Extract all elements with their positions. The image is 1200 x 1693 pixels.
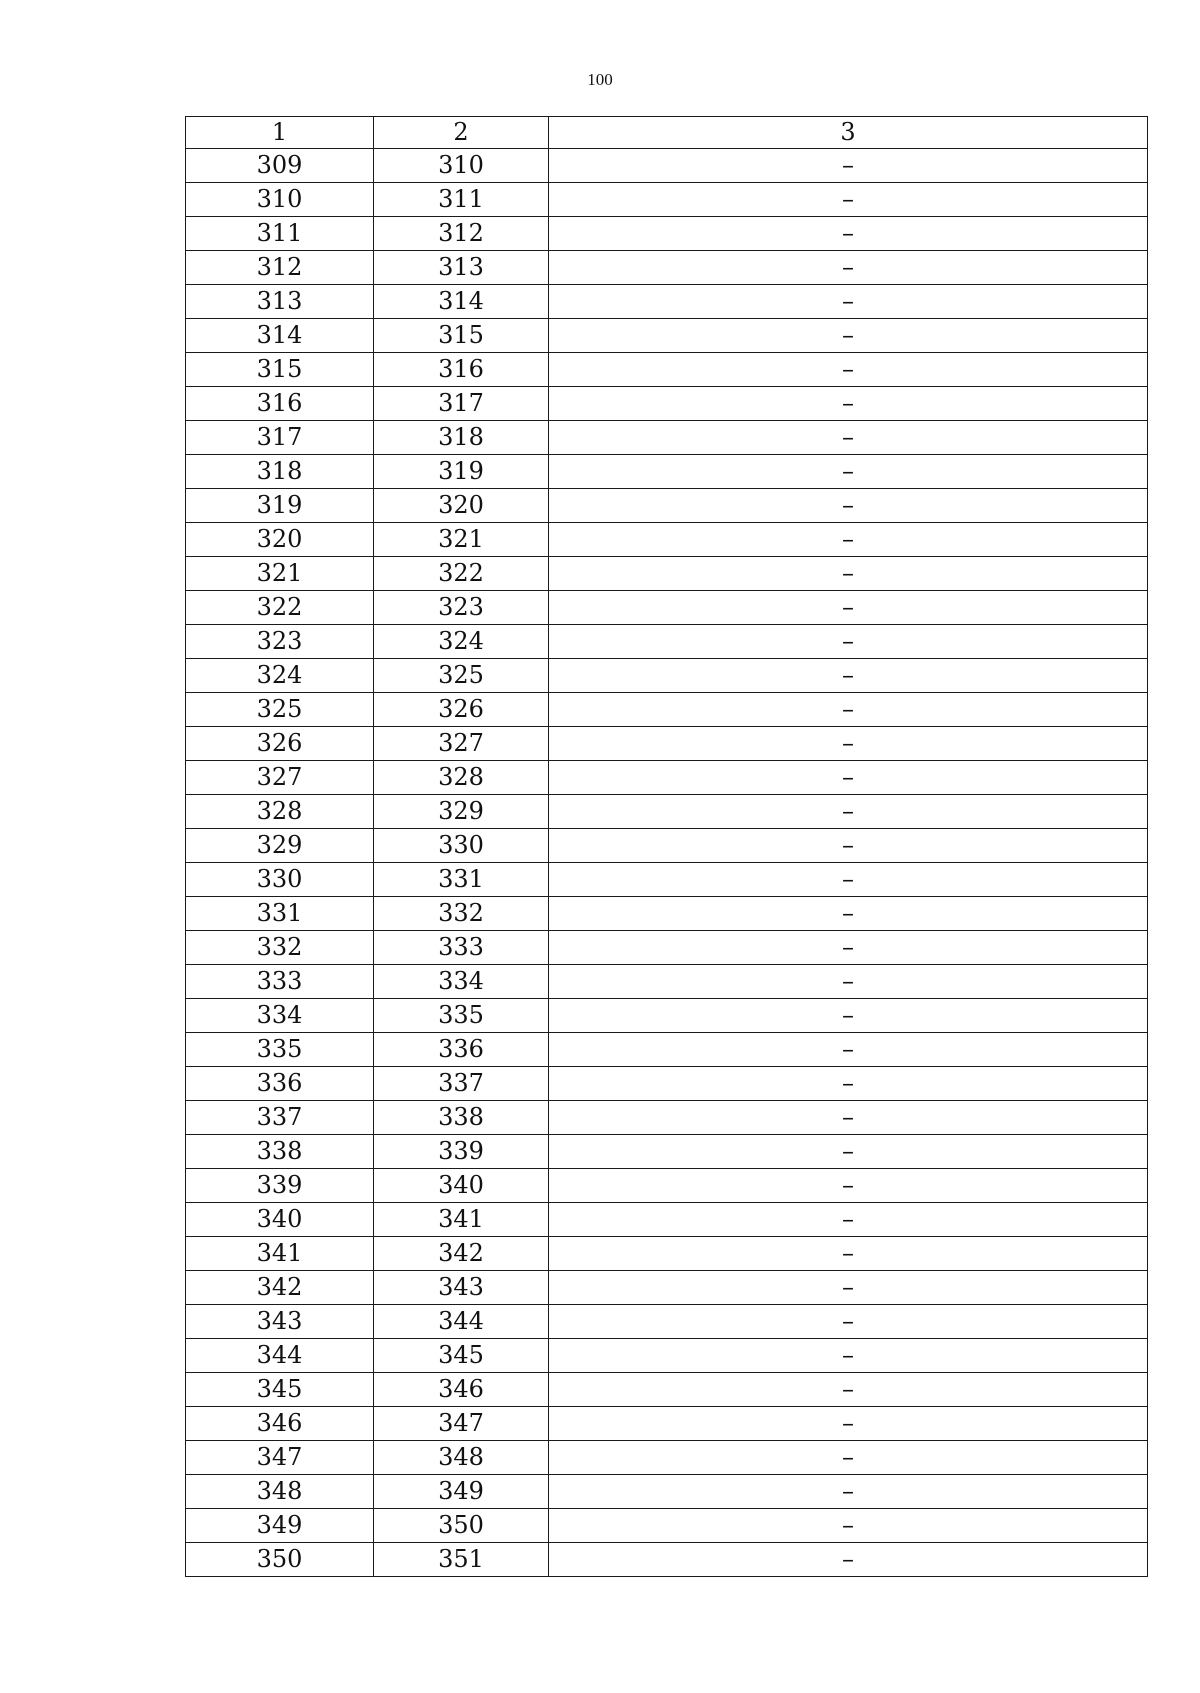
table-cell-col-3: –	[549, 149, 1148, 183]
table-cell-col-1: 336	[186, 1067, 374, 1101]
table-row	[186, 863, 1148, 897]
table-cell-col-1: 321	[186, 557, 374, 591]
table-cell-col-2: 347	[374, 1407, 549, 1441]
table-cell-col-2: 310	[374, 149, 549, 183]
table-cell-col-2: 315	[374, 319, 549, 353]
table-cell-col-2: 324	[374, 625, 549, 659]
table-cell-col-1: 340	[186, 1203, 374, 1237]
table-cell-col-2: 318	[374, 421, 549, 455]
table-row	[186, 1169, 1148, 1203]
table-cell-col-3: –	[549, 1373, 1148, 1407]
header-cell-2: 2	[374, 117, 549, 149]
table-row	[186, 149, 1148, 183]
table-cell-col-1: 324	[186, 659, 374, 693]
table-cell-col-2: 343	[374, 1271, 549, 1305]
table-row	[186, 421, 1148, 455]
table-cell-col-1: 334	[186, 999, 374, 1033]
table-cell-col-3: –	[549, 421, 1148, 455]
table-cell-col-3: –	[549, 829, 1148, 863]
table-cell-col-3: –	[549, 999, 1148, 1033]
table-cell-col-2: 350	[374, 1509, 549, 1543]
table-cell-col-2: 332	[374, 897, 549, 931]
table-cell-col-3: –	[549, 1475, 1148, 1509]
table-cell-col-2: 312	[374, 217, 549, 251]
table-cell-col-2: 348	[374, 1441, 549, 1475]
table-cell-col-3: –	[549, 897, 1148, 931]
table-cell-col-2: 340	[374, 1169, 549, 1203]
table-cell-col-1: 320	[186, 523, 374, 557]
table-cell-col-1: 333	[186, 965, 374, 999]
table-cell-col-1: 339	[186, 1169, 374, 1203]
table-row	[186, 217, 1148, 251]
table-cell-col-3: –	[549, 1203, 1148, 1237]
table-cell-col-2: 334	[374, 965, 549, 999]
table-cell-col-3: –	[549, 489, 1148, 523]
table-cell-col-3: –	[549, 1543, 1148, 1577]
table-cell-col-1: 344	[186, 1339, 374, 1373]
table-cell-col-2: 317	[374, 387, 549, 421]
table-cell-col-1: 343	[186, 1305, 374, 1339]
table-cell-col-1: 322	[186, 591, 374, 625]
table-cell-col-2: 326	[374, 693, 549, 727]
table-cell-col-2: 346	[374, 1373, 549, 1407]
table-cell-col-3: –	[549, 795, 1148, 829]
table-row	[186, 1135, 1148, 1169]
table-cell-col-1: 337	[186, 1101, 374, 1135]
table-row	[186, 557, 1148, 591]
table-row	[186, 319, 1148, 353]
table-row	[186, 1373, 1148, 1407]
table-cell-col-3: –	[549, 183, 1148, 217]
table-row	[186, 387, 1148, 421]
table-row	[186, 625, 1148, 659]
table-cell-col-1: 347	[186, 1441, 374, 1475]
table-cell-col-3: –	[549, 965, 1148, 999]
table-row	[186, 727, 1148, 761]
table-cell-col-2: 342	[374, 1237, 549, 1271]
table-cell-col-2: 311	[374, 183, 549, 217]
table-row	[186, 1033, 1148, 1067]
table-row	[186, 1305, 1148, 1339]
data-table-container	[185, 116, 1147, 1577]
table-cell-col-3: –	[549, 931, 1148, 965]
header-cell-1: 1	[186, 117, 374, 149]
table-cell-col-1: 312	[186, 251, 374, 285]
table-cell-col-3: –	[549, 591, 1148, 625]
table-cell-col-2: 313	[374, 251, 549, 285]
table-cell-col-2: 316	[374, 353, 549, 387]
table-cell-col-2: 338	[374, 1101, 549, 1135]
table-row	[186, 1509, 1148, 1543]
table-cell-col-3: –	[549, 863, 1148, 897]
table-cell-col-1: 348	[186, 1475, 374, 1509]
data-table	[185, 116, 1148, 1577]
table-cell-col-2: 322	[374, 557, 549, 591]
table-cell-col-3: –	[549, 387, 1148, 421]
table-cell-col-1: 315	[186, 353, 374, 387]
table-row	[186, 897, 1148, 931]
table-cell-col-1: 349	[186, 1509, 374, 1543]
table-row	[186, 829, 1148, 863]
table-cell-col-1: 329	[186, 829, 374, 863]
table-cell-col-2: 329	[374, 795, 549, 829]
table-cell-col-1: 317	[186, 421, 374, 455]
header-cell-3: 3	[549, 117, 1148, 149]
table-row	[186, 1441, 1148, 1475]
table-cell-col-2: 341	[374, 1203, 549, 1237]
table-row	[186, 1407, 1148, 1441]
table-cell-col-3: –	[549, 1441, 1148, 1475]
table-cell-col-2: 339	[374, 1135, 549, 1169]
table-row	[186, 1203, 1148, 1237]
table-cell-col-1: 331	[186, 897, 374, 931]
table-cell-col-1: 346	[186, 1407, 374, 1441]
table-cell-col-3: –	[549, 693, 1148, 727]
table-row	[186, 999, 1148, 1033]
table-cell-col-2: 351	[374, 1543, 549, 1577]
table-cell-col-2: 331	[374, 863, 549, 897]
table-cell-col-3: –	[549, 557, 1148, 591]
table-cell-col-2: 335	[374, 999, 549, 1033]
table-row	[186, 353, 1148, 387]
table-row	[186, 1237, 1148, 1271]
table-cell-col-1: 323	[186, 625, 374, 659]
table-cell-col-1: 310	[186, 183, 374, 217]
table-header-row	[186, 117, 1148, 149]
table-cell-col-3: –	[549, 1305, 1148, 1339]
table-cell-col-3: –	[549, 1169, 1148, 1203]
table-row	[186, 659, 1148, 693]
table-cell-col-2: 337	[374, 1067, 549, 1101]
table-cell-col-2: 330	[374, 829, 549, 863]
table-cell-col-1: 328	[186, 795, 374, 829]
table-cell-col-3: –	[549, 285, 1148, 319]
table-row	[186, 1339, 1148, 1373]
table-row	[186, 693, 1148, 727]
table-cell-col-2: 328	[374, 761, 549, 795]
table-cell-col-1: 309	[186, 149, 374, 183]
table-row	[186, 455, 1148, 489]
table-cell-col-3: –	[549, 727, 1148, 761]
table-row	[186, 931, 1148, 965]
table-cell-col-3: –	[549, 217, 1148, 251]
table-cell-col-3: –	[549, 625, 1148, 659]
table-cell-col-1: 327	[186, 761, 374, 795]
table-cell-col-1: 325	[186, 693, 374, 727]
table-cell-col-3: –	[549, 1033, 1148, 1067]
table-cell-col-2: 321	[374, 523, 549, 557]
table-row	[186, 523, 1148, 557]
table-cell-col-1: 316	[186, 387, 374, 421]
table-cell-col-2: 325	[374, 659, 549, 693]
table-cell-col-1: 345	[186, 1373, 374, 1407]
table-row	[186, 761, 1148, 795]
table-cell-col-3: –	[549, 523, 1148, 557]
table-cell-col-1: 319	[186, 489, 374, 523]
table-cell-col-1: 318	[186, 455, 374, 489]
table-row	[186, 1543, 1148, 1577]
table-cell-col-2: 336	[374, 1033, 549, 1067]
table-cell-col-3: –	[549, 455, 1148, 489]
table-row	[186, 183, 1148, 217]
table-row	[186, 1271, 1148, 1305]
table-cell-col-3: –	[549, 319, 1148, 353]
table-cell-col-2: 320	[374, 489, 549, 523]
table-cell-col-1: 335	[186, 1033, 374, 1067]
table-cell-col-1: 314	[186, 319, 374, 353]
table-cell-col-1: 342	[186, 1271, 374, 1305]
table-row	[186, 591, 1148, 625]
table-cell-col-3: –	[549, 1509, 1148, 1543]
table-cell-col-2: 323	[374, 591, 549, 625]
table-cell-col-1: 326	[186, 727, 374, 761]
table-cell-col-3: –	[549, 353, 1148, 387]
table-cell-col-2: 349	[374, 1475, 549, 1509]
table-row	[186, 795, 1148, 829]
table-cell-col-1: 311	[186, 217, 374, 251]
table-cell-col-2: 344	[374, 1305, 549, 1339]
table-row	[186, 965, 1148, 999]
table-cell-col-3: –	[549, 659, 1148, 693]
table-cell-col-2: 327	[374, 727, 549, 761]
table-row	[186, 251, 1148, 285]
table-row	[186, 285, 1148, 319]
table-cell-col-1: 341	[186, 1237, 374, 1271]
table-cell-col-3: –	[549, 761, 1148, 795]
table-cell-col-1: 330	[186, 863, 374, 897]
table-cell-col-1: 338	[186, 1135, 374, 1169]
table-row	[186, 1067, 1148, 1101]
table-cell-col-2: 333	[374, 931, 549, 965]
table-row	[186, 1475, 1148, 1509]
table-cell-col-3: –	[549, 251, 1148, 285]
table-cell-col-3: –	[549, 1339, 1148, 1373]
table-cell-col-1: 350	[186, 1543, 374, 1577]
table-cell-col-2: 345	[374, 1339, 549, 1373]
table-cell-col-2: 319	[374, 455, 549, 489]
table-cell-col-1: 313	[186, 285, 374, 319]
table-cell-col-3: –	[549, 1271, 1148, 1305]
table-cell-col-3: –	[549, 1237, 1148, 1271]
table-cell-col-1: 332	[186, 931, 374, 965]
table-cell-col-3: –	[549, 1101, 1148, 1135]
page-number: 100	[587, 70, 613, 89]
table-cell-col-3: –	[549, 1135, 1148, 1169]
table-cell-col-3: –	[549, 1407, 1148, 1441]
table-body	[186, 117, 1148, 1577]
table-cell-col-3: –	[549, 1067, 1148, 1101]
table-cell-col-2: 314	[374, 285, 549, 319]
table-row	[186, 489, 1148, 523]
table-row	[186, 1101, 1148, 1135]
